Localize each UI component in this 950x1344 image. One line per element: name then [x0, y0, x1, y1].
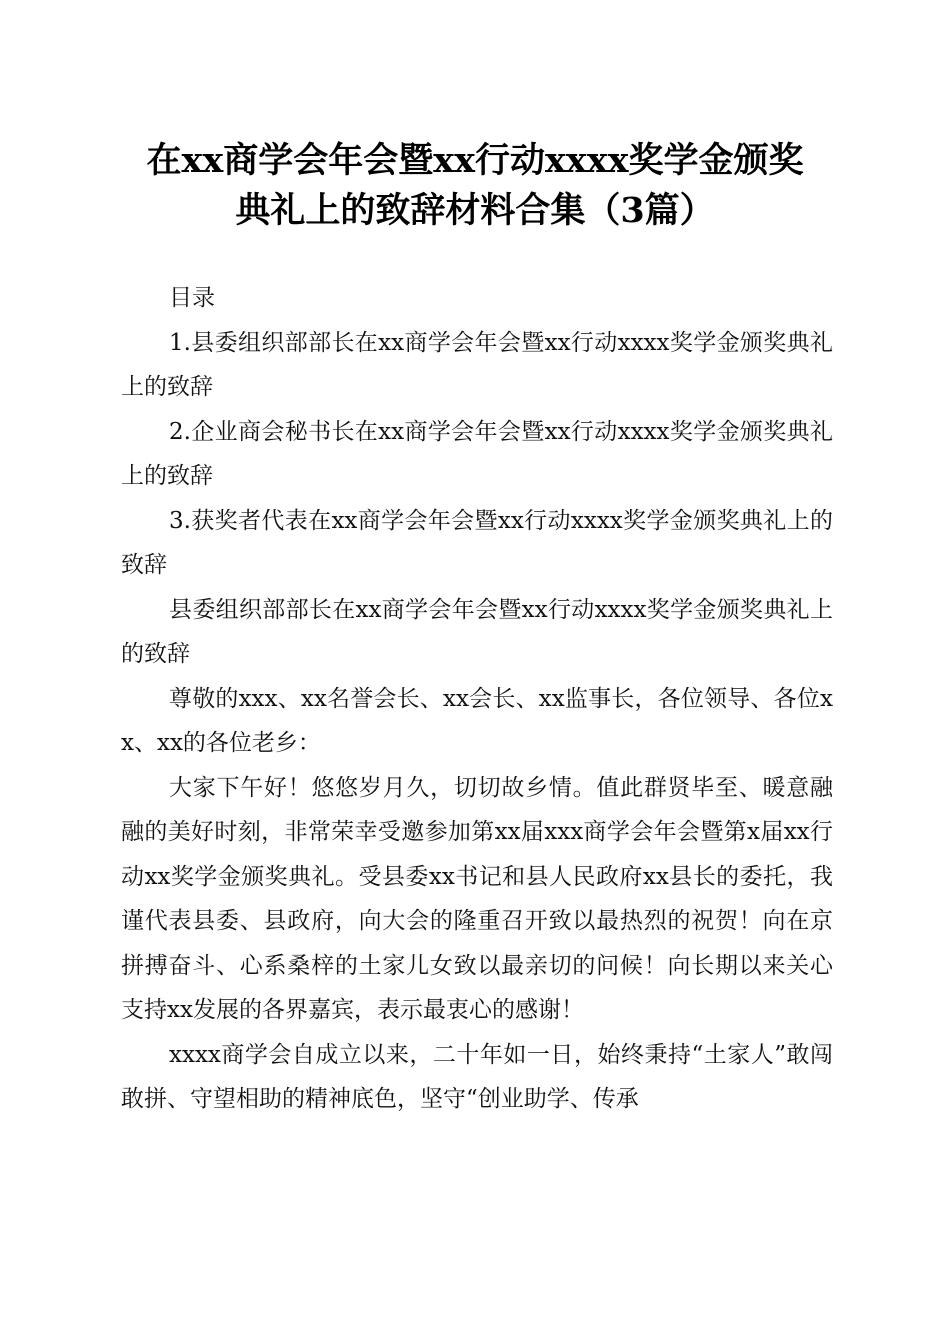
toc-heading: 目录: [169, 285, 215, 311]
salutation-paragraph: 尊敬的xxx、xx名誉会长、xx会长、xx监事长，各位领导、各位xx、xx的各位老乡：: [121, 685, 833, 756]
body-paragraph-2: xxxx商学会自成立以来，二十年如一日，始终秉持“土家人”敢闯敢拼、守望相助的精神底色，坚守“创业助学、传承: [121, 1041, 833, 1112]
toc-item-1: 1.县委组织部部长在xx商学会年会暨xx行动xxxx奖学金颁奖典礼上的致辞: [121, 329, 833, 400]
section-title: 县委组织部部长在xx商学会年会暨xx行动xxxx奖学金颁奖典礼上的致辞: [121, 596, 833, 667]
title-line-2: 典礼上的致辞材料合集（3篇）: [235, 190, 715, 231]
toc-item-2: 2.企业商会秘书长在xx商学会年会暨xx行动xxxx奖学金颁奖典礼上的致辞: [121, 418, 833, 489]
toc-item-3: 3.获奖者代表在xx商学会年会暨xx行动xxxx奖学金颁奖典礼上的致辞: [121, 507, 833, 578]
document-body: [121, 276, 833, 1122]
body-paragraph-1: 大家下午好！悠悠岁月久，切切故乡情。值此群贤毕至、暖意融融的美好时刻，非常荣幸受邀参加第xx届xxx商学会年会暨第x届xx行动xx奖学金颁奖典礼。受县委xx书记和县人民政府xx县长的委托，我谨代表县委、县政府，向大会的隆重召开致以最热烈的祝贺！向在京拼搏奋斗、心系桑梓的土家儿女致以最亲切的问候！向长期以来关心支持xx发展的各界嘉宾，表示最衷心的感谢！: [121, 774, 833, 1023]
title-line-1: 在xx商学会年会暨xx行动xxxx奖学金颁奖: [146, 140, 804, 181]
document-title: [100, 136, 850, 236]
